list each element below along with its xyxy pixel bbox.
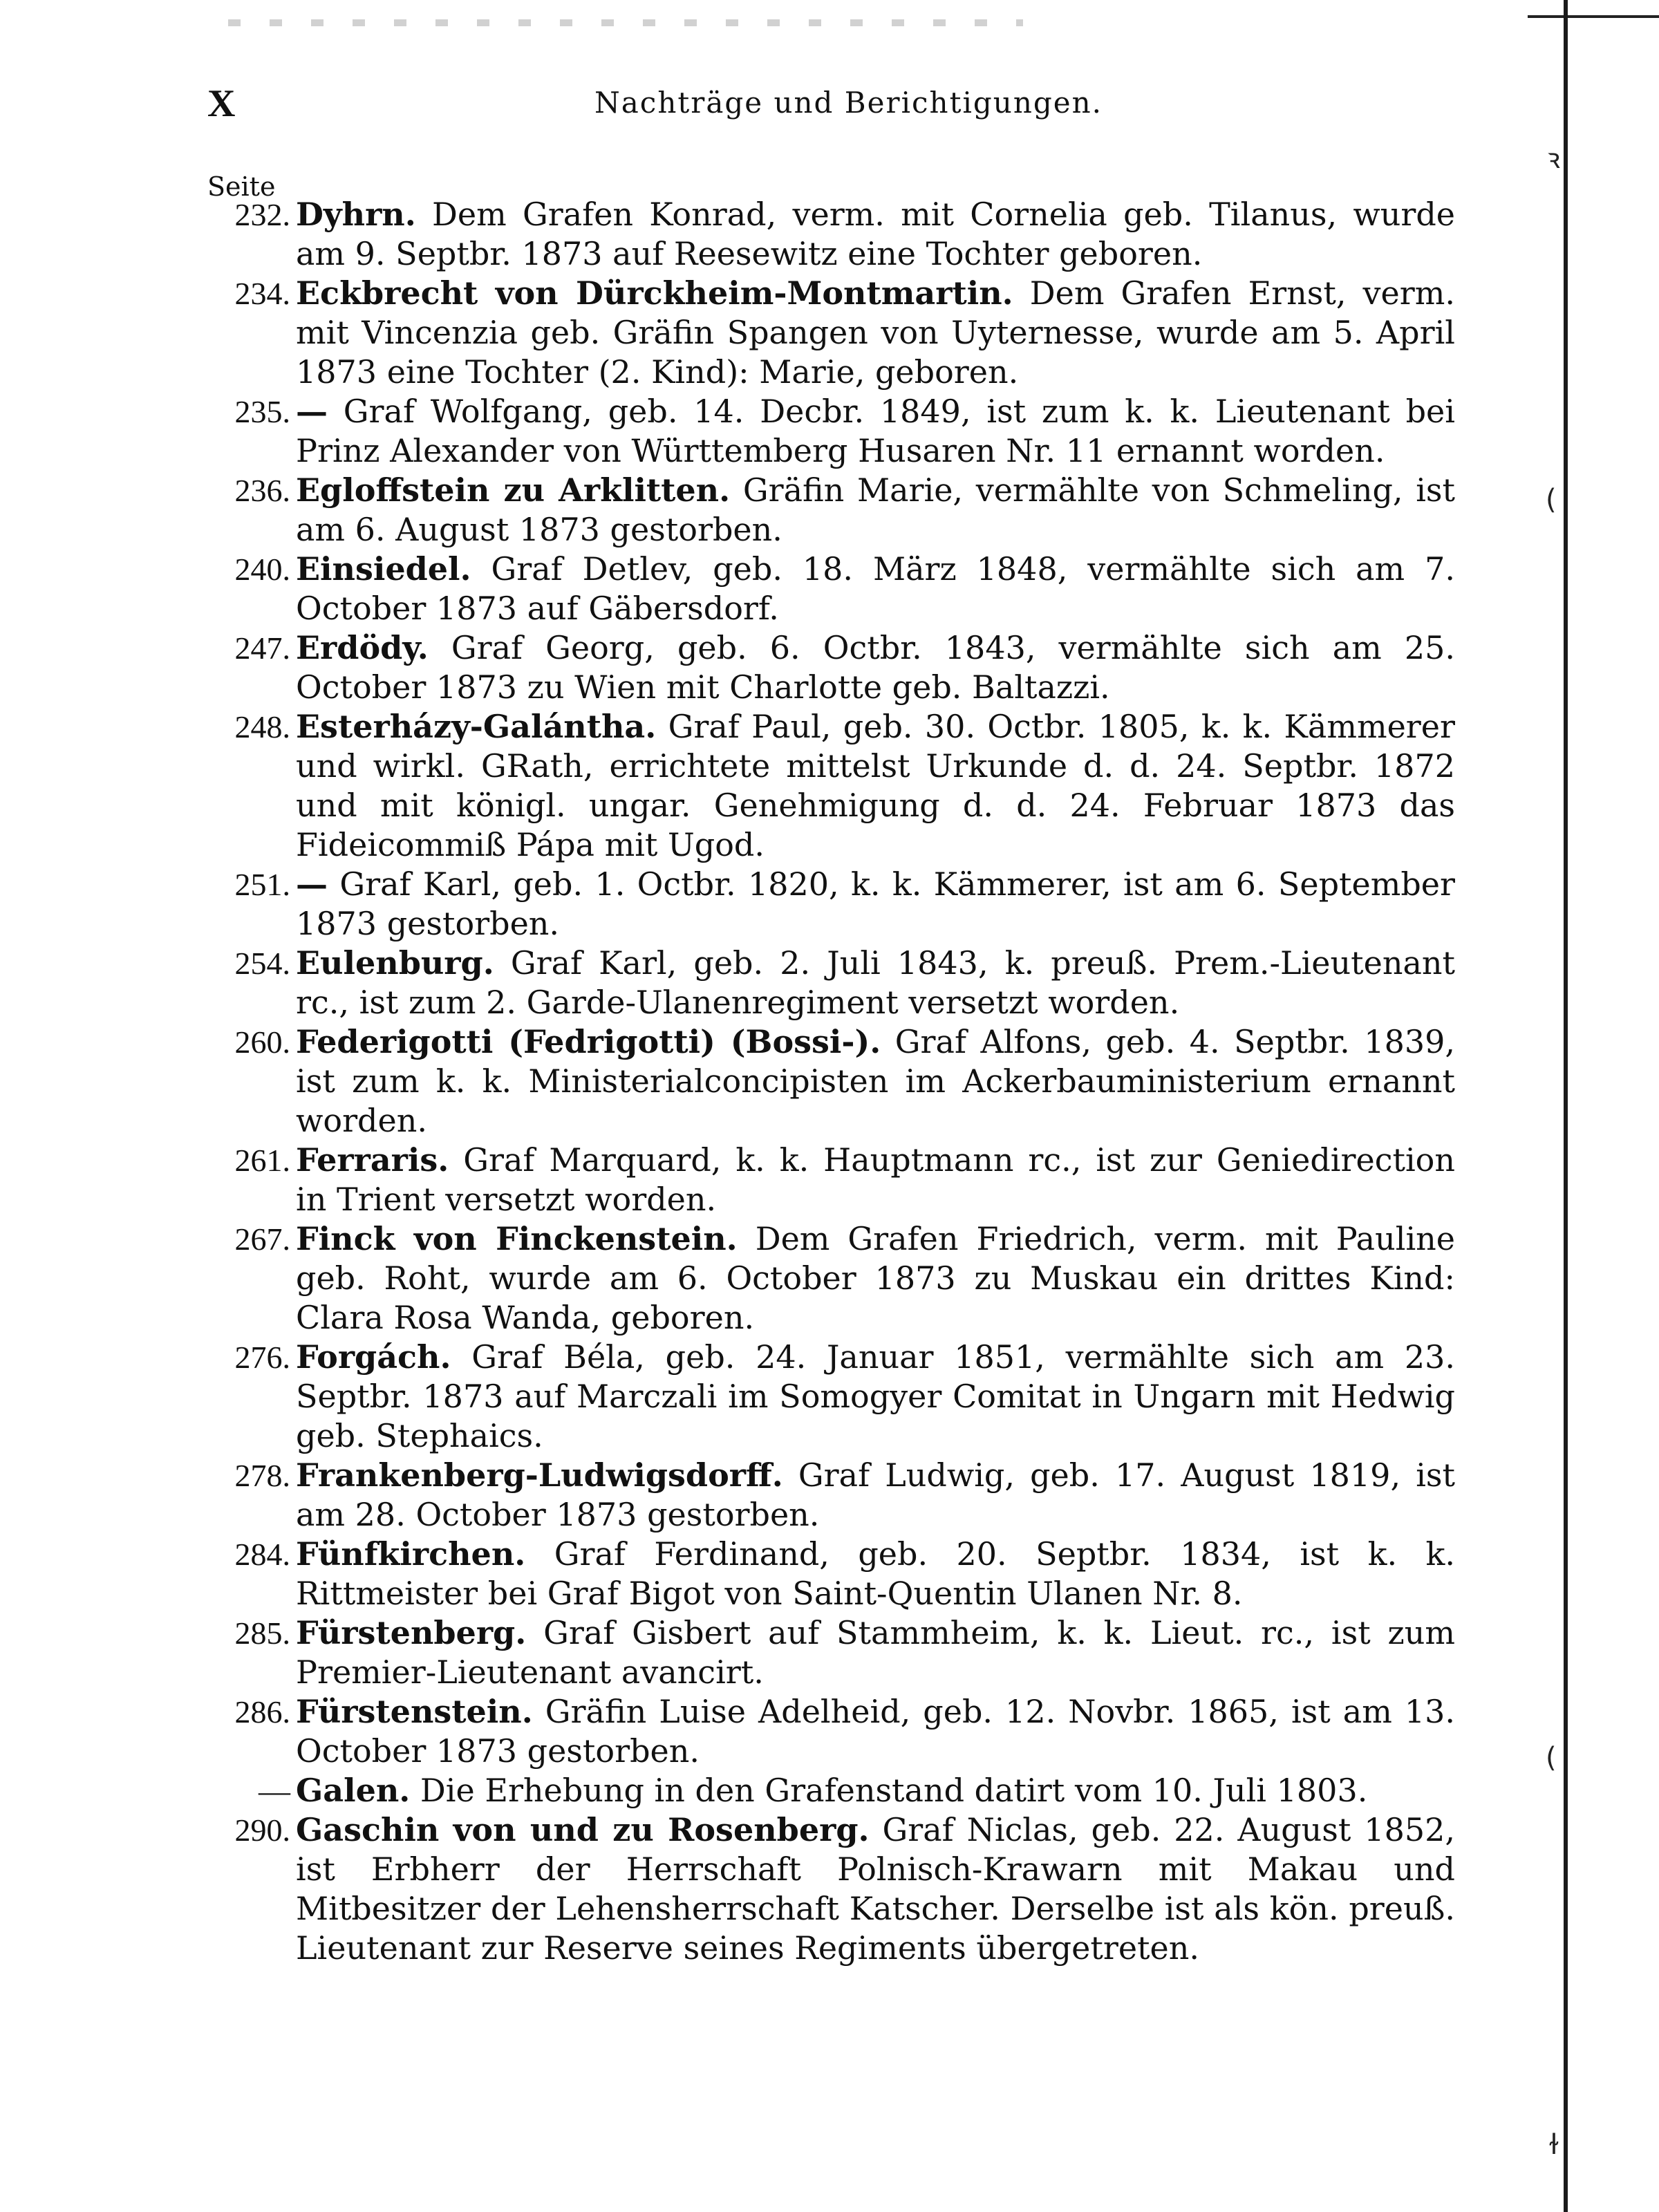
entry-text: Graf Karl, geb. 2. Juli 1843, k. preuß. Prem.-Lieutenant rc., ist zum 2. Garde-Ulanenregiment versetzt worden. [296,944,1455,1021]
entry-text: Graf Alfons, geb. 4. Septbr. 1839, ist zum k. k. Ministerialconcipisten im Ackerbauministerium ernannt worden. [296,1023,1455,1139]
entry [207,707,1455,865]
entry [207,274,1455,392]
entry-page: 276. [234,1340,290,1375]
entry-text: Graf Marquard, k. k. Hauptmann rc., ist zur Geniedirection in Trient versetzt worden. [296,1141,1456,1218]
entry-page: 285. [234,1615,290,1651]
entry-name: Federigotti (Fedrigotti) (Bossi-). [296,1023,881,1060]
entry [207,1456,1455,1535]
entry [207,195,1455,274]
entry-name: Ferraris. [296,1141,449,1179]
binding-edge-top [1528,15,1659,18]
entry [207,628,1455,707]
entry-text: Graf Georg, geb. 6. Octbr. 1843, vermählte sich am 25. October 1873 zu Wien mit Charlotte geb. Baltazzi. [296,629,1456,706]
entry-page: 232. [234,197,290,232]
entry-page: 248. [234,709,290,744]
entry [207,1338,1455,1456]
column-label-seite: Seite [207,171,276,202]
scan-artifact-marks [228,19,1023,26]
running-title: Nachträge und Berichtigungen. [594,86,1103,120]
entry-text: Gräfin Marie, vermählte von Schmeling, ist am 6. August 1873 gestorben. [296,471,1455,548]
entry-page: 240. [234,552,290,587]
entry [207,1219,1455,1338]
entry-page: 234. [234,276,290,311]
entry-text: Dem Grafen Konrad, verm. mit Cornelia geb. Tilanus, wurde am 9. Septbr. 1873 auf Reesewitz eine Tochter geboren. [296,196,1456,272]
entry-name: Forgách. [296,1338,451,1376]
entry [207,1535,1455,1613]
entry-name: Dyhrn. [296,196,416,233]
entry-page: 278. [234,1458,290,1493]
entry-page: 286. [234,1694,290,1730]
entry-page: 261. [234,1143,290,1178]
entry-text: Graf Niclas, geb. 22. August 1852, ist Erbherr der Herrschaft Polnisch-Krawarn mit Makau und Mitbesitzer der Lehensherrschaft Katscher. Derselbe ist als kön. preuß. Lieutenant zur Reserve seines Regiments übergetreten. [296,1811,1455,1967]
entry-page: — [259,1773,290,1808]
entry-page: 267. [234,1221,290,1257]
entry-name: Erdödy. [296,629,429,666]
entry-text: Graf Detlev, geb. 18. März 1848, vermählte sich am 7. October 1873 auf Gäbersdorf. [296,550,1456,627]
page-number: X [207,82,236,125]
binding-edge [1564,0,1568,2212]
entry-name: Einsiedel. [296,550,471,588]
entry-page: 254. [234,946,290,981]
entry-name: Frankenberg-Ludwigsdorff. [296,1456,783,1494]
entry [207,471,1455,550]
entry [207,1771,1455,1810]
entry-text: Dem Grafen Friedrich, verm. mit Pauline geb. Roht, wurde am 6. October 1873 zu Muskau ein drittes Kind: Clara Rosa Wanda, geboren. [296,1220,1456,1336]
entry-name: Galen. [296,1772,411,1809]
margin-mark: ɫ [1548,2129,1559,2161]
entry [207,1022,1455,1141]
entry-text: Dem Grafen Ernst, verm. mit Vincenzia geb. Gräfin Spangen von Uyternesse, wurde am 5. April 1873 eine Tochter (2. Kind): Marie, geboren. [296,274,1455,391]
entry-name: Fünfkirchen. [296,1535,526,1573]
entry-text: Graf Wolfgang, geb. 14. Decbr. 1849, ist zum k. k. Lieutenant bei Prinz Alexander von Württemberg Husaren Nr. 11 ernannt worden. [296,393,1455,469]
entry-page: 251. [234,867,290,902]
entry-text: Graf Béla, geb. 24. Januar 1851, vermählte sich am 23. Septbr. 1873 auf Marczali im Somogyer Comitat in Ungarn mit Hedwig geb. Stephaics. [296,1338,1455,1454]
entry-text: Die Erhebung in den Grafenstand datirt vom 10. Juli 1803. [420,1772,1368,1809]
entry-text: Graf Gisbert auf Stammheim, k. k. Lieut. rc., ist zum Premier-Lieutenant avancirt. [296,1614,1455,1691]
entry [207,392,1455,471]
entry-text: Gräfin Luise Adelheid, geb. 12. Novbr. 1865, ist am 13. October 1873 gestorben. [296,1693,1456,1770]
entry [207,1613,1455,1692]
entry-name: Egloffstein zu Arklitten. [296,471,731,509]
entry-page: 260. [234,1024,290,1060]
entry-page: 290. [234,1812,290,1848]
entry-text: Graf Paul, geb. 30. Octbr. 1805, k. k. Kämmerer und wirkl. GRath, errichtete mittelst Urkunde d. d. 24. Septbr. 1872 und mit königl. ungar. Genehmigung d. d. 24. Februar 1873 das Fideicommiß Pápa mit Ugod. [296,708,1456,863]
entry-name: Fürstenberg. [296,1614,527,1651]
entry-name: — [296,393,328,430]
entry-text: Graf Ferdinand, geb. 20. Septbr. 1834, ist k. k. Rittmeister bei Graf Bigot von Saint-Quentin Ulanen Nr. 8. [296,1535,1456,1612]
entry [207,1141,1455,1219]
entry [207,1810,1455,1968]
entry-page: 235. [234,394,290,429]
entry-name: Esterházy-Galántha. [296,708,657,745]
entry [207,1692,1455,1771]
entry-text: Graf Karl, geb. 1. Octbr. 1820, k. k. Kämmerer, ist am 6. September 1873 gestorben. [296,865,1456,942]
entry-name: Eckbrecht von Dürckheim-Montmartin. [296,274,1013,312]
margin-mark: ( [1546,484,1557,516]
margin-mark: ( [1546,1742,1557,1774]
entry-text: Graf Ludwig, geb. 17. August 1819, ist am 28. October 1873 gestorben. [296,1456,1455,1533]
entry-name: Fürstenstein. [296,1693,533,1730]
entry-name: — [296,865,328,903]
entry [207,865,1455,944]
entry-name: Eulenburg. [296,944,494,982]
page-header [207,82,1452,137]
entry [207,944,1455,1022]
entry-page: 236. [234,473,290,508]
entry-page: 284. [234,1537,290,1572]
entry [207,550,1455,628]
entries-list [207,195,1455,1968]
entry-name: Finck von Finckenstein. [296,1220,738,1257]
margin-mark: ꝛ [1547,143,1560,175]
entry-page: 247. [234,630,290,666]
entry-name: Gaschin von und zu Rosenberg. [296,1811,870,1848]
